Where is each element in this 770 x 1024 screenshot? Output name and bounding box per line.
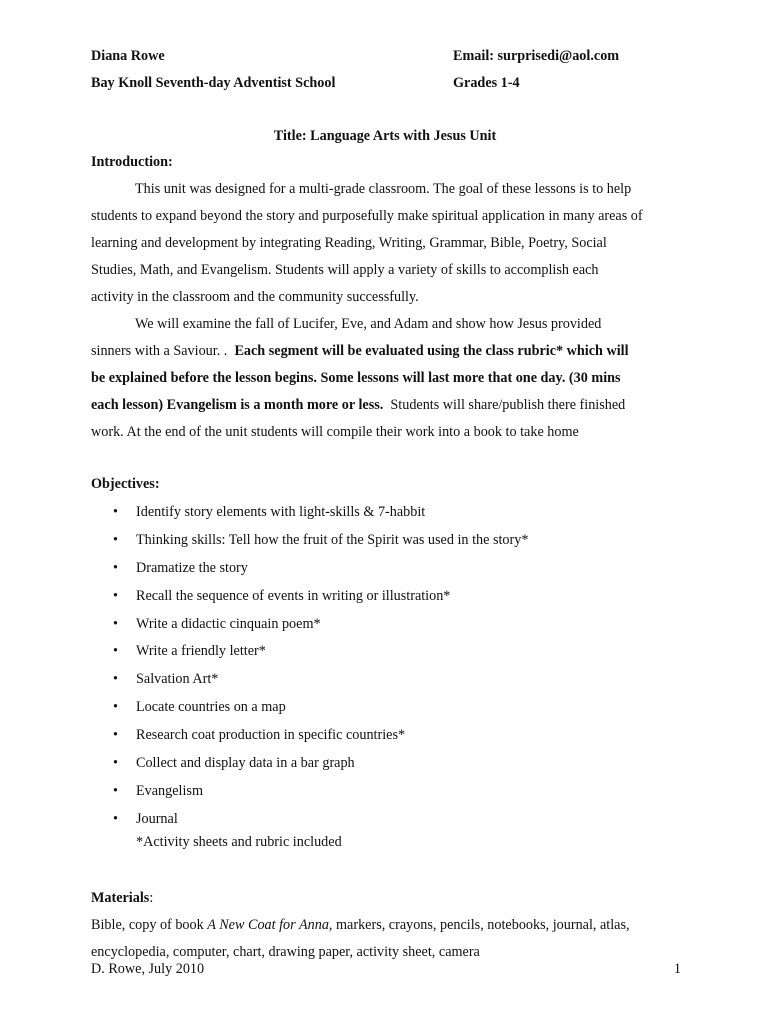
intro-p2-line: work. At the end of the unit students will compile their work into a book to take home <box>91 424 579 440</box>
bullet-icon: • <box>113 782 118 799</box>
list-item <box>91 667 528 695</box>
intro-p2-bold-text: be explained before the lesson begins. Some lessons will last more that one day. (30 mins <box>91 370 621 386</box>
book-title: A New Coat for Anna, <box>207 917 333 933</box>
materials-line: encyclopedia, computer, chart, drawing paper, activity sheet, camera <box>91 944 480 960</box>
objectives-heading: Objectives: <box>91 476 160 492</box>
bullet-icon: • <box>113 699 118 716</box>
author-name: Diana Rowe <box>91 48 165 64</box>
introduction-heading: Introduction: <box>91 154 173 170</box>
bullet-icon: • <box>113 531 118 548</box>
objective-text: Recall the sequence of events in writing or illustration* <box>136 587 451 604</box>
bullet-icon: • <box>113 810 118 827</box>
materials-text-part: Bible, copy of book <box>91 917 208 933</box>
objective-text: Write a didactic cinquain poem* <box>136 615 321 632</box>
introduction-paragraph-2 <box>91 311 691 446</box>
introduction-paragraph-1 <box>91 176 691 311</box>
intro-p1-line: This unit was designed for a multi-grade classroom. The goal of these lessons is to help <box>135 181 632 197</box>
list-item <box>91 751 528 779</box>
materials-heading-text: Materials <box>91 890 150 906</box>
footer-author-date: D. Rowe, July 2010 <box>91 961 205 977</box>
intro-p2-text: sinners with a Saviour. . <box>91 343 235 359</box>
objective-text: Thinking skills: Tell how the fruit of the Spirit was used in the story* <box>136 531 529 548</box>
bullet-icon: • <box>113 643 118 660</box>
intro-p1-line: Studies, Math, and Evangelism. Students will apply a variety of skills to accomplish each <box>91 262 599 278</box>
intro-p2-line <box>91 392 691 419</box>
materials-text <box>91 912 630 966</box>
objectives-list <box>91 500 528 835</box>
materials-heading <box>91 890 153 907</box>
objective-text: Locate countries on a map <box>136 699 286 716</box>
intro-p2-line: We will examine the fall of Lucifer, Eve, and Adam and show how Jesus provided <box>135 316 602 332</box>
materials-colon: : <box>149 890 154 906</box>
intro-p2-bold-text: Each segment will be evaluated using the class rubric* which will <box>234 343 629 359</box>
intro-p2-bold-text: each lesson) Evangelism is a month more or less. <box>91 397 384 413</box>
objective-text: Collect and display data in a bar graph <box>136 755 355 772</box>
intro-p1-line: students to expand beyond the story and purposefully make spiritual application in many areas of <box>91 208 643 224</box>
objective-text: Identify story elements with light-skills & 7-habbit <box>136 504 426 520</box>
list-item <box>91 500 528 528</box>
activity-note: *Activity sheets and rubric included <box>136 834 342 850</box>
objective-text: Evangelism <box>136 782 203 799</box>
list-item <box>91 695 528 723</box>
list-item <box>91 612 528 640</box>
list-item <box>91 807 528 835</box>
document-title: Title: Language Arts with Jesus Unit <box>273 128 497 144</box>
materials-text-part: markers, crayons, pencils, notebooks, journal, atlas, <box>332 917 630 933</box>
grades: Grades 1-4 <box>453 75 520 91</box>
list-item <box>91 528 528 556</box>
intro-p2-line <box>91 365 691 392</box>
objective-text: Research coat production in specific countries* <box>136 727 406 744</box>
intro-p2-line <box>91 338 691 365</box>
bullet-icon: • <box>113 559 118 576</box>
list-item <box>91 556 528 584</box>
intro-p2-text: Students will share/publish there finished <box>383 397 626 413</box>
objective-text: Journal <box>136 810 178 827</box>
list-item <box>91 584 528 612</box>
objective-text: Dramatize the story <box>136 559 248 576</box>
objective-text: Salvation Art* <box>136 671 219 688</box>
bullet-icon: • <box>113 671 118 688</box>
list-item <box>91 723 528 751</box>
school-name: Bay Knoll Seventh-day Adventist School <box>91 75 336 91</box>
bullet-icon: • <box>113 587 118 604</box>
list-item <box>91 639 528 667</box>
materials-line <box>91 912 630 939</box>
page-footer <box>91 961 681 978</box>
intro-p1-line: learning and development by integrating Reading, Writing, Grammar, Bible, Poetry, Social <box>91 235 607 251</box>
page-number: 1 <box>673 961 681 977</box>
author-email: Email: surprisedi@aol.com <box>453 48 620 64</box>
intro-p1-line: activity in the classroom and the community successfully. <box>91 289 419 305</box>
bullet-icon: • <box>113 727 118 744</box>
bullet-icon: • <box>113 615 118 632</box>
list-item <box>91 779 528 807</box>
bullet-icon: • <box>113 504 118 520</box>
bullet-icon: • <box>113 755 118 772</box>
objective-text: Write a friendly letter* <box>136 643 266 660</box>
